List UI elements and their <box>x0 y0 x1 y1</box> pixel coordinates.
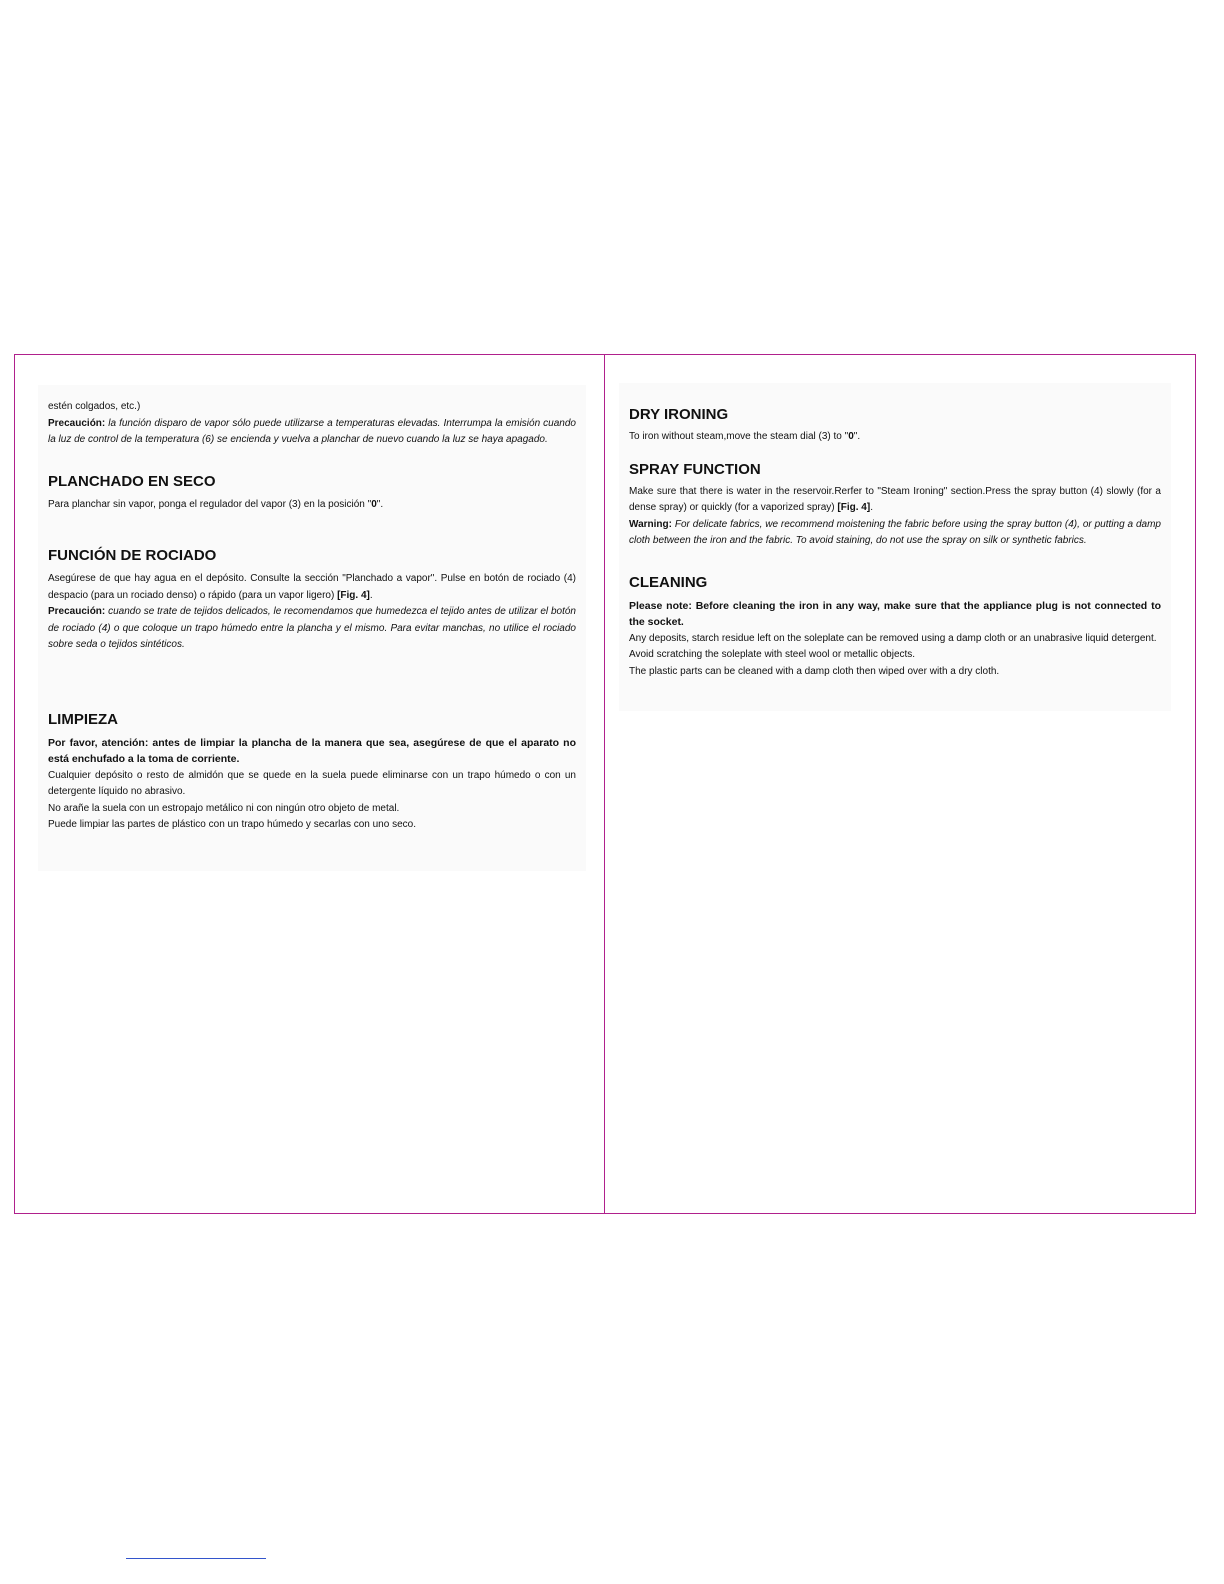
cleaning-note: Please note: Before cleaning the iron in any way, make sure that the appliance plug is not connected to the socket. <box>629 599 1161 628</box>
intro-text: estén colgados, etc.) <box>48 401 141 412</box>
cleaning-heading: CLEANING <box>629 573 708 591</box>
spray-warning <box>629 517 1161 550</box>
cleaning-heading: LIMPIEZA <box>48 710 118 728</box>
warning-label: Warning: <box>629 518 672 530</box>
caution-label: Precaución: <box>48 417 106 429</box>
dry-ironing-heading: PLANCHADO EN SECO <box>48 472 216 490</box>
fig-reference: [Fig. 4] <box>837 502 871 513</box>
spanish-content <box>38 385 586 871</box>
caution-text: la función disparo de vapor sólo puede utilizarse a temperaturas elevadas. Interrumpa la emisión cuando la luz de control de la temperatura (6) se encienda y vuelva a planchar de nuevo cuando la luz se haya apagado. <box>48 417 576 445</box>
spanish-page <box>15 355 605 1213</box>
fig-reference: [Fig. 4] <box>337 589 370 601</box>
english-content <box>619 383 1171 711</box>
caution-text: cuando se trate de tejidos delicados, le recomendamos que humedezca el tejido antes de utilizar el botón de rociado (4) o que coloque un trapo húmedo entre la plancha y el mismo. Para evitar manchas, no utilice el rociado sobre seda o tejidos sintéticos. <box>48 606 576 650</box>
dial-value: 0 <box>371 498 377 510</box>
english-page <box>605 355 1195 1213</box>
caution-label: Precaución: <box>48 606 106 617</box>
dry-ironing-text: To iron without steam,move the steam dial (3) to "0". <box>629 431 861 442</box>
footnote-rule <box>126 1558 266 1559</box>
cleaning-text-2: No arañe la suela con un estropajo metálico ni con ningún otro objeto de metal. <box>48 802 400 814</box>
caution-paragraph <box>48 416 576 449</box>
cleaning-note: Por favor, atención: antes de limpiar la plancha de la manera que sea, asegúrese de que el aparato no está enchufado a la toma de corriente. <box>48 736 576 765</box>
manual-spread <box>14 354 1196 1214</box>
dry-ironing-text: Para planchar sin vapor, ponga el regulador del vapor (3) en la posición "0". <box>48 498 384 510</box>
cleaning-text-2: Avoid scratching the soleplate with steel wool or metallic objects. <box>629 649 916 660</box>
dry-ironing-heading: DRY IRONING <box>629 406 729 423</box>
cleaning-text-3: The plastic parts can be cleaned with a damp cloth then wiped over with a dry cloth. <box>629 665 1000 677</box>
spray-caution <box>48 604 576 654</box>
cleaning-text-1: Cualquier depósito o resto de almidón que se quede en la suela puede eliminarse con un trapo húmedo o con un detergente líquido no abrasivo. <box>48 769 576 797</box>
spray-text: Asegúrese de que hay agua en el depósito. Consulte la sección "Planchado a vapor". Pulse en botón de rociado (4) despacio (para un rociado denso) o rápido (para un vapor ligero) [Fig. 4]. <box>48 573 576 601</box>
spray-heading: SPRAY FUNCTION <box>629 460 761 478</box>
spray-heading: FUNCIÓN DE ROCIADO <box>48 547 217 564</box>
spray-text: Make sure that there is water in the reservoir.Rerfer to "Steam Ironing" section.Press the spray button (4) slowly (for a dense spray) or quickly (for a vaporized spray) [Fig. 4]. <box>629 485 1161 513</box>
dial-value: 0 <box>848 431 854 442</box>
cleaning-text-1: Any deposits, starch residue left on the soleplate can be removed using a damp cloth or an unabrasive liquid detergent. <box>629 632 1157 644</box>
cleaning-text-3: Puede limpiar las partes de plástico con un trapo húmedo y secarlas con uno seco. <box>48 819 416 830</box>
warning-text: For delicate fabrics, we recommend moistening the fabric before using the spray button (4), or putting a damp cloth between the iron and the fabric. To avoid staining, do not use the spray on silk or synthetic fabrics. <box>629 518 1161 546</box>
